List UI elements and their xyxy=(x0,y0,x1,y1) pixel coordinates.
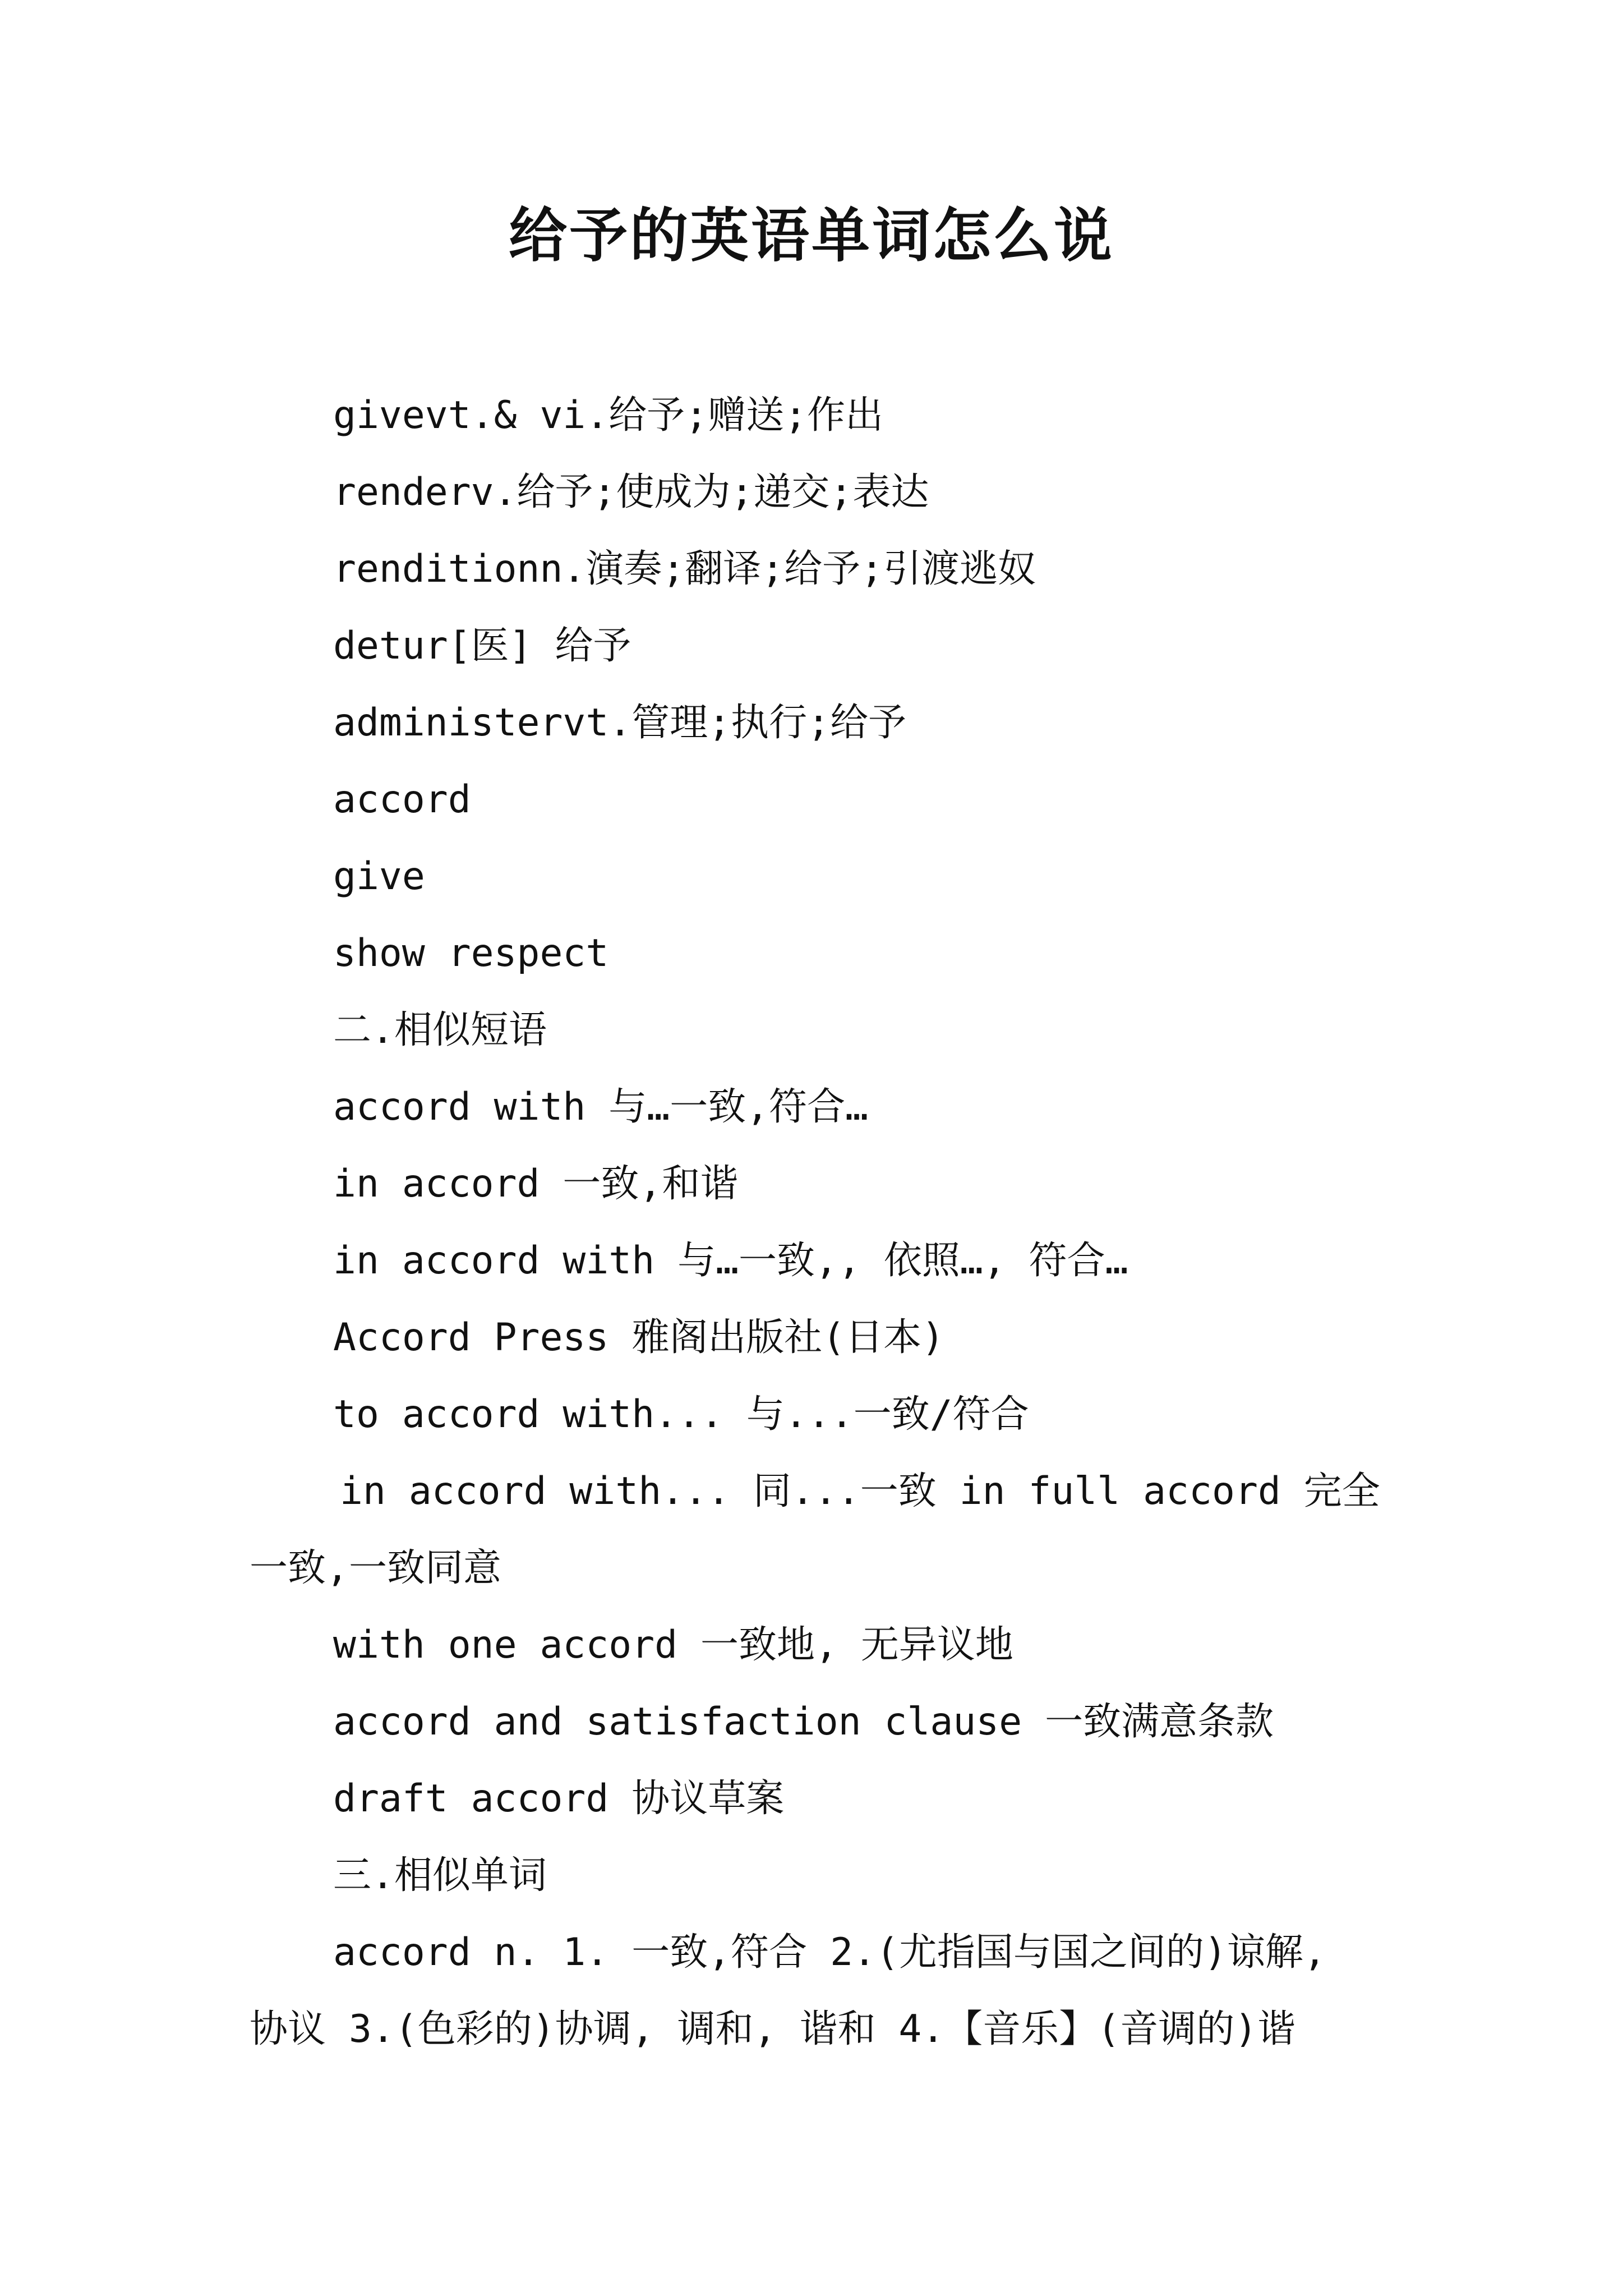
text-line-11: in accord 一致,和谐 xyxy=(333,1162,739,1206)
section-heading-2: 二.相似短语 xyxy=(333,1008,547,1052)
text-line-12: in accord with 与…一致,, 依照…, 符合… xyxy=(333,1239,1128,1283)
page-title: 给予的英语单词怎么说 xyxy=(508,201,1114,270)
text-line-13: Accord Press 雅阁出版社(日本) xyxy=(333,1315,945,1360)
text-line-17: with one accord 一致地, 无异议地 xyxy=(333,1623,1013,1667)
text-line-21: accord n. 1. 一致,符合 2.(尤指国与国之间的)谅解, xyxy=(333,1930,1326,1975)
text-line-16: 一致,一致同意 xyxy=(250,1546,501,1590)
text-line-10: accord with 与…一致,符合… xyxy=(333,1085,869,1129)
text-line-6: accord xyxy=(333,777,471,822)
text-line-22: 协议 3.(色彩的)协调, 调和, 谐和 4.【音乐】(音调的)谐 xyxy=(250,2007,1296,2051)
text-line-1: givevt.& vi.给予;赠送;作出 xyxy=(333,393,884,438)
text-line-19: draft accord 协议草案 xyxy=(333,1777,785,1821)
text-line-14: to accord with... 与...一致/符合 xyxy=(333,1392,1029,1437)
text-line-15: in accord with... 同...一致 in full accord 完全 xyxy=(340,1469,1380,1513)
text-line-18: accord and satisfaction clause 一致满意条款 xyxy=(333,1700,1274,1744)
text-line-2: renderv.给予;使成为;递交;表达 xyxy=(333,470,929,514)
text-line-4: detur[医] 给予 xyxy=(333,624,631,668)
text-line-5: administervt.管理;执行;给予 xyxy=(333,701,907,745)
text-line-3: renditionn.演奏;翻译;给予;引渡逃奴 xyxy=(333,547,1036,591)
section-heading-3: 三.相似单词 xyxy=(333,1853,547,1898)
text-line-7: give xyxy=(333,854,425,899)
text-line-8: show respect xyxy=(333,931,609,976)
